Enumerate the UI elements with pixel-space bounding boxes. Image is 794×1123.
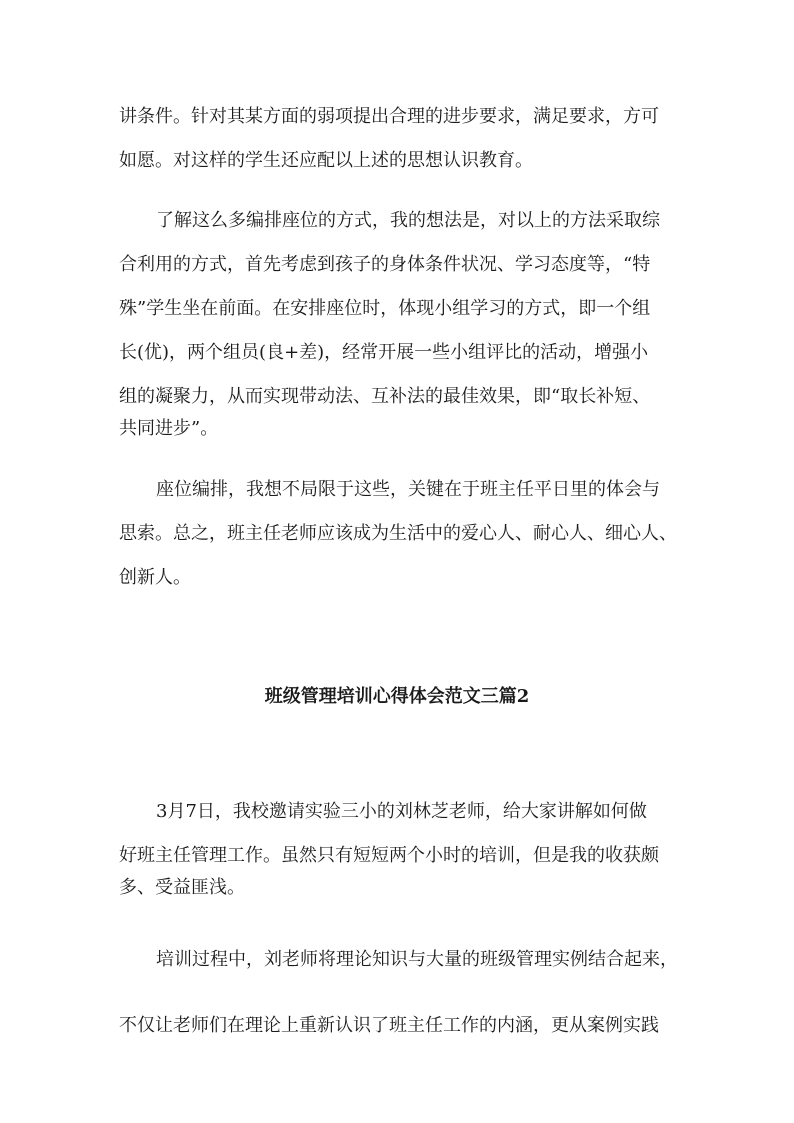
para4-line2: 好班主任管理工作。虽然只有短短两个小时的培训，但是我的收获颇 xyxy=(119,845,659,866)
para3-line2: 思索。总之，班主任老师应该成为生活中的爱心人、耐心人、细心人、 xyxy=(119,523,677,544)
para1-line2: 如愿。对这样的学生还应配以上述的思想认识教育。 xyxy=(119,150,533,171)
para3-line3: 创新人。 xyxy=(119,567,191,588)
para2-line4: 长(优)，两个组员(良+差)，经常开展一些小组评比的活动，增强小 xyxy=(119,342,649,363)
para2-line2: 合利用的方式，首先考虑到孩子的身体条件状况、学习态度等，“特 xyxy=(119,254,651,275)
para2-line5: 组的凝聚力，从而实现带动法、互补法的最佳效果，即“取长补短、 xyxy=(119,386,651,407)
para2-line3: 殊”学生坐在前面。在安排座位时，体现小组学习的方式，即一个组 xyxy=(119,298,651,319)
para2-line1: 了解这么多编排座位的方式，我的想法是，对以上的方法采取综 xyxy=(156,210,660,231)
para1-line1: 讲条件。针对其某方面的弱项提出合理的进步要求，满足要求，方可 xyxy=(119,106,659,127)
para4-line1: 3月7日，我校邀请实验三小的刘林芝老师，给大家讲解如何做 xyxy=(156,801,647,822)
para4-line3: 多、受益匪浅。 xyxy=(119,877,245,898)
para5-line1: 培训过程中，刘老师将理论知识与大量的班级管理实例结合起来， xyxy=(156,949,678,970)
para3-line1: 座位编排，我想不局限于这些，关键在于班主任平日里的体会与 xyxy=(156,479,660,500)
section-heading: 班级管理培训心得体会范文三篇2 xyxy=(264,686,530,707)
para2-line6: 共同进步”。 xyxy=(119,418,219,439)
para5-line2: 不仅让老师们在理论上重新认识了班主任工作的内涵，更从案例实践 xyxy=(119,1015,659,1036)
